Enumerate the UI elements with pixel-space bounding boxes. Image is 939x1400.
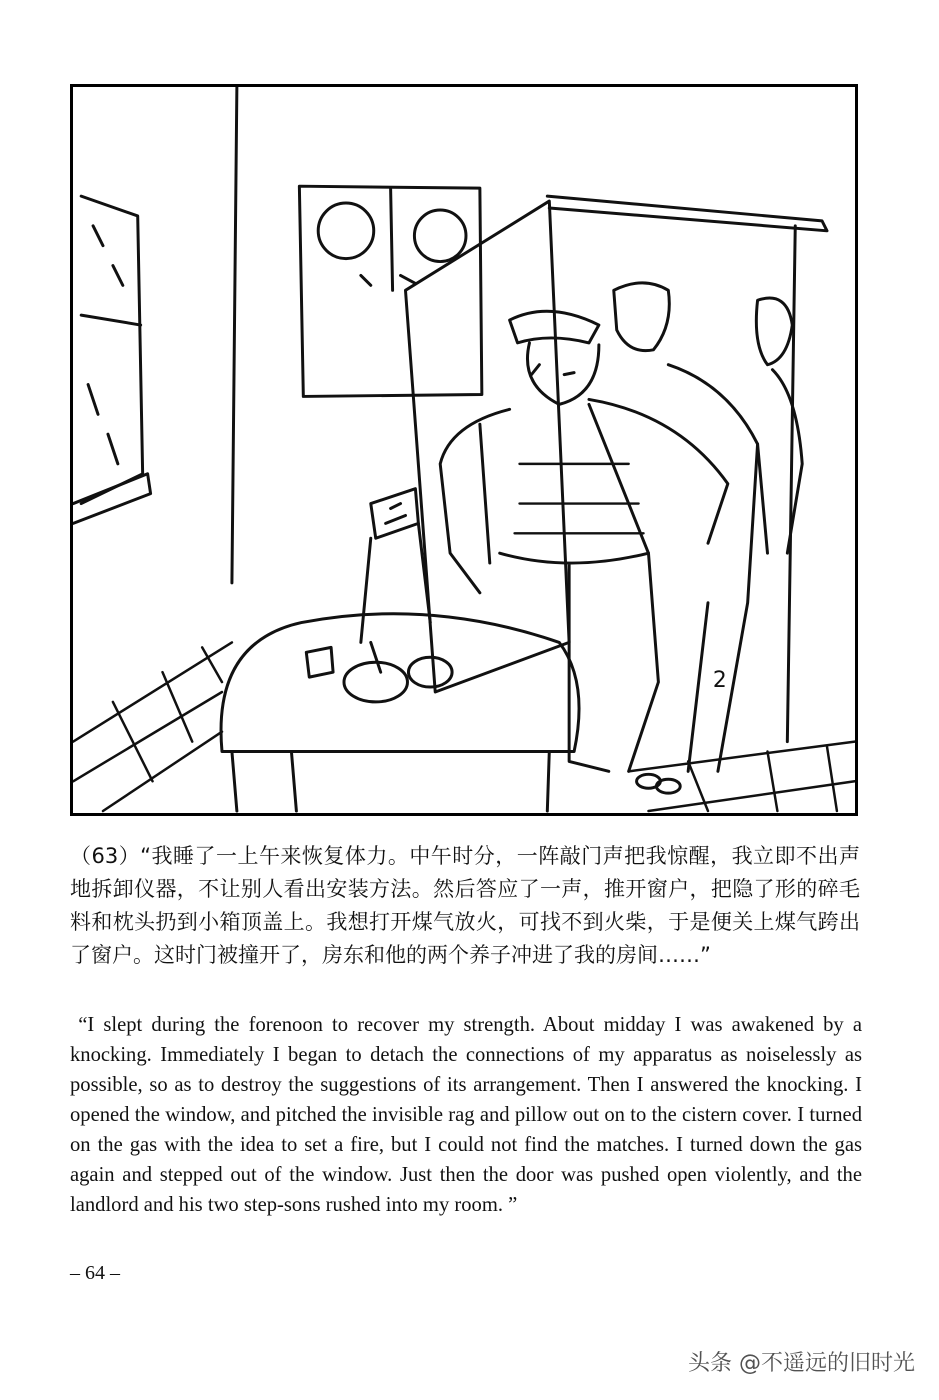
shoes (637, 774, 681, 793)
chinese-paragraph: （63）“我睡了一上午来恢复体力。中午时分，一阵敲门声把我惊醒，我立即不出声地拆卸仪器，不让别人看出安装方法。然后答应了一声，推开窗户，把隐了形的碎毛料和枕头扔到小箱顶盖上。我想打开煤气放火，可找不到火柴，于是便关上煤气跨出了窗户。这时门被撞开了，房东和他的两个养子冲进了我的房间……” (70, 844, 860, 967)
saucer (408, 657, 452, 687)
cup (306, 647, 333, 677)
table (221, 614, 579, 811)
bowl (344, 662, 407, 702)
room-scene-drawing (73, 87, 855, 813)
candle (371, 642, 381, 672)
landlord-figure (440, 311, 728, 771)
cabinet (299, 186, 481, 396)
watermark: 头条 @不遥远的旧时光 (688, 1351, 915, 1376)
chair (361, 489, 430, 643)
page-number: – 64 – (70, 1262, 120, 1284)
wall-corner-line (232, 87, 237, 583)
window-left (73, 196, 150, 523)
english-paragraph: “I slept during the forenoon to recover my strength. About midday I was awakened by a knocking. Immediately I began to detach the connections of my apparatus as noiselessly as possible, so as to destroy the suggestions of its arrangement. Then I answered the knocking. I opened the window, and pitched the invisible rag and pillow out on to the cistern cover. I turned on the gas with the idea to set a fire, but I could not find the matches. I turned down the gas again and stepped out of the window. Just then the door was pushed open violently, and the landlord and his two step-sons rushed into my room. ” (70, 1014, 862, 1216)
label-2: 2 (712, 668, 727, 694)
comic-illustration (70, 84, 858, 816)
